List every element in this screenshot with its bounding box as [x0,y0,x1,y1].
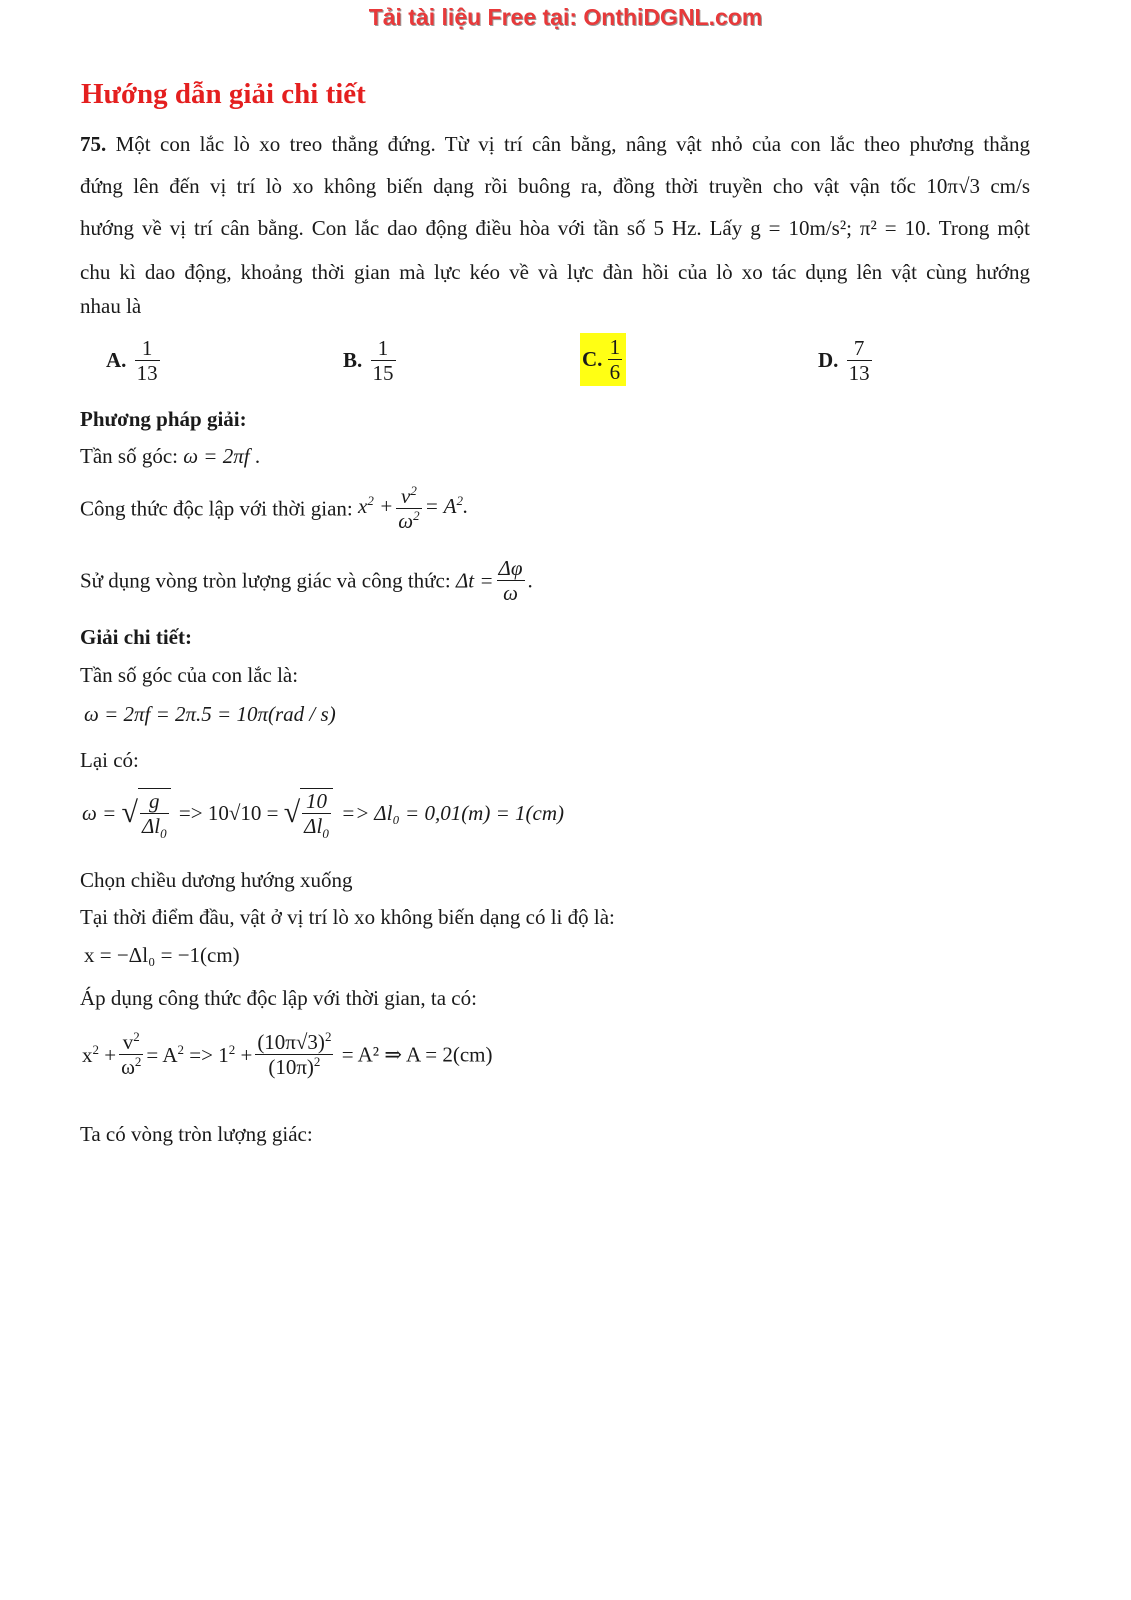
method-line-angular-frequency: Tần số góc: ω = 2πf . [80,444,261,468]
method-heading: Phương pháp giải: [80,407,247,431]
page-header-banner[interactable]: Tải tài liệu Free tại: OnthiDGNL.com [368,4,763,30]
method-line-independent-formula [80,484,468,533]
option-d-numerator: 7 [847,336,872,361]
velocity-expression: 10π√3 cm/s [926,174,1031,198]
problem-text-2: đứng lên đến vị trí lò xo không biến dạng rồi buông ra, đồng thời truyền cho vật vận tốc [80,174,916,198]
option-c-label: C. [582,347,603,371]
solution-line-10: Ta có vòng tròn lượng giác: [80,1122,313,1146]
delta-l-result: => Δl₀ = 0,01(m) = 1(cm) [341,801,564,825]
time-formula-numerator: Δφ [498,556,523,580]
delta-l-numerator: 10 [302,789,331,814]
solution-delta-l-derivation: ω = √ $\frac{g}{\Delta l_0}$ => 10√10 = √ $\frac{10}{\Delta l_0}$ => Δl₀ = 0,01(m) = 1(cm) [82,789,564,842]
option-b-label: B. [343,348,363,372]
option-a-numerator: 1 [135,336,160,361]
problem-text-3-end: . Trong một [925,216,1030,240]
problem-line-3 [80,216,1030,240]
constants-expression: g = 10m/s²; π² = 10 [750,216,926,240]
problem-text-4: chu kì dao động, khoảng thời gian mà lực kéo về và lực đàn hồi của lò xo tác dụng lên vật cùng hướng [80,260,1030,284]
option-a-denominator: 13 [136,361,158,385]
option-b[interactable] [343,336,399,385]
option-b-numerator: 1 [371,336,396,361]
option-d-denominator: 13 [848,361,870,385]
problem-text-3: hướng về vị trí cân bằng. Con lắc dao động điều hòa với tần số 5 Hz. Lấy [80,216,743,240]
solution-line-6: Tại thời điểm đầu, vật ở vị trí lò xo không biến dạng có li độ là: [80,905,615,929]
angular-frequency-formula: ω = 2πf [183,444,250,468]
option-c-highlighted[interactable] [580,333,626,386]
solution-line-3: Lại có: [80,748,139,772]
time-formula-denominator: ω [503,581,518,605]
solution-omega-value: ω = 2πf = 2π.5 = 10π(rad / s) [84,702,336,726]
section-title: Hướng dẫn giải chi tiết [81,78,366,110]
method-text-2: Công thức độc lập với thời gian: [80,496,353,521]
delta-l-middle: => 10√10 = [178,801,279,825]
option-d-label: D. [818,348,839,372]
option-c-denominator: 6 [609,360,621,384]
method-text-3: Sử dụng vòng tròn lượng giác và công thức: [80,568,451,593]
option-b-denominator: 15 [372,361,394,385]
solution-line-5: Chọn chiều dương hướng xuống [80,868,353,892]
option-c-numerator: 1 [609,335,621,359]
solution-line-1: Tần số góc của con lắc là: [80,663,299,687]
solution-amplitude-derivation: $x^2$ + $\frac{v^2}{\omega^2}$ = $A^2 => 1^2$ + $\frac{(10\pi√3)^2}{(10\pi)^2}$ = A² ⇒ A = 2(cm) [82,1029,493,1079]
option-d[interactable] [818,336,875,385]
solution-line-8: Áp dụng công thức độc lập với thời gian, ta có: [80,986,477,1010]
omega-unit: rad / s [275,702,329,726]
solution-heading: Giải chi tiết: [80,625,192,649]
problem-text-1: Một con lắc lò xo treo thẳng đứng. Từ vị trí cân bằng, nâng vật nhỏ của con lắc theo phương thẳng [115,132,1031,156]
solution-initial-displacement: x = −Δl₀ = −1(cm) [84,943,240,967]
problem-number: 75. [80,132,107,156]
independent-formula: $x^2$ + $\frac{v^2}{\omega^2}$ = $A^2$. [357,483,469,533]
problem-text-5: nhau là [80,294,142,318]
amplitude-result: = A² ⇒ A = 2(cm) [341,1042,493,1067]
problem-line-4 [80,260,1030,284]
problem-line-2 [80,174,1030,198]
problem-line-1 [80,132,1030,156]
option-a-label: A. [106,348,127,372]
method-line-time-formula: Sử dụng vòng tròn lượng giác và công thức: Δt = $\frac{\Delta\varphi}{\omega}$ . [80,556,533,605]
option-a[interactable] [106,336,163,385]
method-text-1: Tần số góc: [80,444,178,468]
problem-line-5 [80,294,141,318]
omega-expression: ω = 2πf = 2π.5 = 10π [84,702,268,726]
